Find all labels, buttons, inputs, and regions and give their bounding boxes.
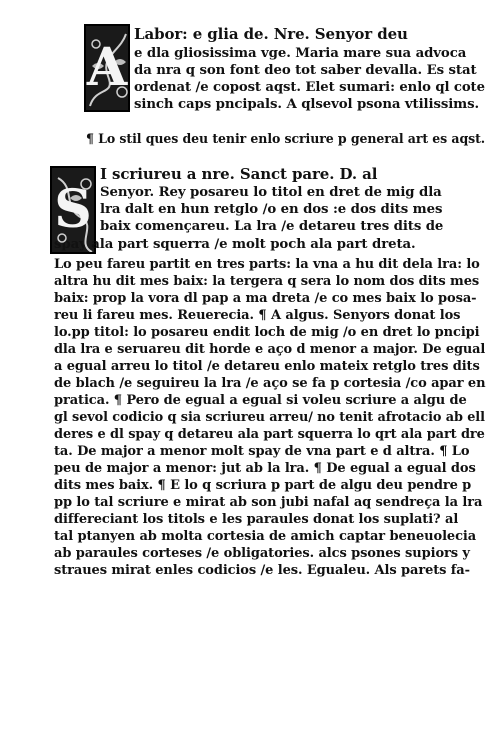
- text-line: Labor: e glia de. Nre. Senyor deu: [134, 25, 408, 43]
- text-line: da nra q son font deo tot saber devalla. Es stat: [134, 63, 477, 78]
- text-line: deres e dl spay q detareu ala part squerra lo qrt ala part dre: [54, 427, 485, 442]
- text-line: lo.pp titol: lo posareu endit loch de mig /o en dret lo pncipi: [54, 325, 480, 340]
- text-line: dits mes baix. ¶ E lo q scriura p part de algu deu pendre p: [54, 478, 472, 493]
- text-line: spay ala part squerra /e molt poch ala part dreta.: [54, 237, 416, 252]
- decorated-initial-s: [50, 166, 96, 254]
- text-line: ¶ Lo stil ques deu tenir enlo scriure p general art es aqst.: [86, 132, 486, 147]
- text-line: a egual arreu lo titol /e detareu enlo mateix retglo tres dits: [54, 359, 480, 374]
- text-line: baix començareu. La lra /e detareu tres dits de: [100, 219, 444, 234]
- text-line: ordenat /e copost aqst. Elet sumari: enlo ql cote: [134, 80, 485, 95]
- text-line: altra hu dit mes baix: la tergera q sera lo nom dos dits mes: [54, 274, 480, 289]
- text-line: ta. De major a menor molt spay de vna part e d altra. ¶ Lo: [54, 444, 470, 459]
- text-line: reu li fareu mes. Reuerecia. ¶ A algus. Senyors donat los: [54, 308, 461, 323]
- text-line: peu de major a menor: jut ab la lra. ¶ De egual a egual dos: [54, 461, 476, 476]
- text-line: baix: prop la vora dl pap a ma dreta /e co mes baix lo posa-: [54, 291, 477, 306]
- text-line: lra dalt en hun retglo /o en dos :e dos dits mes: [100, 202, 443, 217]
- text-line: dla lra e seruareu dit horde e aço d menor a major. De egual: [54, 342, 486, 357]
- text-line: pratica. ¶ Pero de egual a egual si voleu scriure a algu de: [54, 393, 467, 408]
- text-line: e dla gliosissima vge. Maria mare sua advoca: [134, 46, 467, 61]
- decorated-initial-a: [84, 24, 130, 112]
- text-line: I scriureu a nre. Sanct pare. D. al: [100, 165, 378, 183]
- text-line: differeciant los titols e les paraules donat los suplati? al: [54, 512, 459, 527]
- text-line: de blach /e seguireu la lra /e aço se fa p cortesia /co apar en: [54, 376, 486, 391]
- text-line: pp lo tal scriure e mirat ab son jubi nafal aq sendreça la lra: [54, 495, 483, 510]
- initial-letter: S: [54, 179, 92, 240]
- text-line: ab paraules corteses /e obligatories. alcs psones supiors y: [54, 546, 470, 561]
- text-line: straues mirat enles codicios /e les. Egualeu. Als parets fa-: [54, 563, 470, 578]
- text-line: Senyor. Rey posareu lo titol en dret de mig dla: [100, 185, 442, 200]
- text-line: tal ptanyen ab molta cortesia de amich captar beneuolecia: [54, 529, 477, 544]
- initial-letter: A: [86, 37, 128, 98]
- text-line: gl sevol codicio q sia scriureu arreu/ no tenit afrotacio ab ell: [54, 410, 485, 425]
- text-line: Lo peu fareu partit en tres parts: la vna a hu dit dela lra: lo: [54, 257, 480, 272]
- text-line: sinch caps pncipals. A qlsevol psona vtilissims.: [134, 97, 480, 112]
